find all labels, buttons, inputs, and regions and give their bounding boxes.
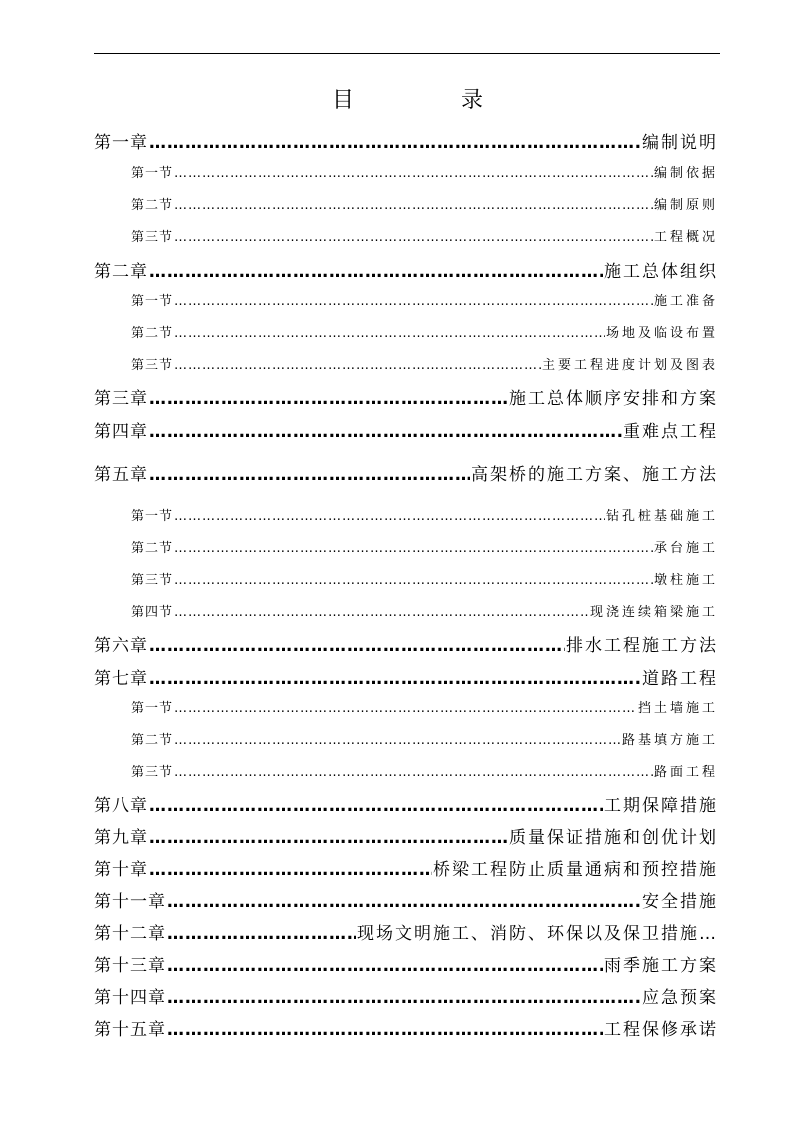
toc-entry-title: 现浇连续箱梁施工 xyxy=(589,605,718,620)
toc-entry-label: 第三节 xyxy=(131,230,174,245)
toc-entry-title: 施工总体顺序安排和方案 xyxy=(509,389,718,409)
toc-entry-label: 第二章 xyxy=(94,262,148,282)
toc-dot-leader xyxy=(149,633,565,659)
toc-entry-title: 编制说明 xyxy=(642,133,718,153)
toc-chapter-entry xyxy=(94,259,718,285)
toc-section-entry xyxy=(94,324,718,344)
toc-dot-leader xyxy=(149,259,603,285)
toc-entry-label: 第九章 xyxy=(94,828,148,848)
toc-chapter-entry xyxy=(94,666,718,692)
toc-dot-leader xyxy=(174,356,541,376)
toc-chapter-entry xyxy=(94,386,718,412)
toc-chapter-entry xyxy=(94,419,718,445)
toc-dot-leader xyxy=(167,1017,603,1043)
toc-entry-label: 第四章 xyxy=(94,422,148,442)
toc-chapter-entry xyxy=(94,462,718,488)
toc-dot-leader xyxy=(174,763,653,783)
toc-entry-title: 施工准备 xyxy=(653,294,718,309)
toc-section-entry xyxy=(94,699,718,719)
toc-entry-label: 第十四章 xyxy=(94,988,166,1008)
toc-title xyxy=(0,86,794,116)
toc-dot-leader xyxy=(174,196,653,216)
toc-section-entry xyxy=(94,731,718,751)
toc-entry-label: 第十一章 xyxy=(94,892,166,912)
toc-section-entry xyxy=(94,356,718,376)
toc-dot-leader xyxy=(174,164,653,184)
toc-dot-leader xyxy=(167,985,641,1011)
toc-entry-title: 场地及临设布置 xyxy=(605,326,718,341)
toc-dot-leader xyxy=(174,292,653,312)
toc-entry-title: 质量保证措施和创优计划 xyxy=(509,828,718,848)
toc-chapter-entry xyxy=(94,889,718,915)
toc-entry-title: 钻孔桩基础施工 xyxy=(605,509,718,524)
toc-entry-title: 重难点工程 xyxy=(623,422,718,442)
toc-entry-label: 第三节 xyxy=(131,358,174,373)
toc-entry-title: 工期保障措施 xyxy=(604,796,718,816)
toc-entry-title: 高架桥的施工方案、施工方法 xyxy=(471,465,718,485)
toc-section-entry xyxy=(94,292,718,312)
toc-chapter-entry xyxy=(94,793,718,819)
toc-chapter-entry xyxy=(94,857,718,883)
toc-dot-leader xyxy=(174,228,653,248)
toc-section-entry xyxy=(94,228,718,248)
toc-entry-title: 承台施工 xyxy=(653,541,718,556)
toc-section-entry xyxy=(94,571,718,591)
toc-dot-leader xyxy=(149,386,508,412)
toc-entry-label: 第一节 xyxy=(131,509,174,524)
toc-entry-label: 第一节 xyxy=(131,701,174,716)
toc-dot-leader xyxy=(167,889,641,915)
toc-dot-leader xyxy=(149,793,603,819)
toc-chapter-entry xyxy=(94,130,718,156)
toc-dot-leader xyxy=(149,825,508,851)
toc-entry-title: 排水工程施工方法 xyxy=(566,636,718,656)
toc-entry-label: 第六章 xyxy=(94,636,148,656)
toc-dot-leader xyxy=(174,539,653,559)
toc-entry-label: 第二节 xyxy=(131,541,174,556)
toc-dot-leader xyxy=(149,857,432,883)
toc-entry-title: 路面工程 xyxy=(653,765,718,780)
toc-dot-leader xyxy=(174,699,637,719)
toc-entry-title: 工程保修承诺 xyxy=(604,1020,718,1040)
toc-section-entry xyxy=(94,164,718,184)
toc-entry-label: 第三节 xyxy=(131,573,174,588)
toc-entry-label: 第十三章 xyxy=(94,956,166,976)
toc-entry-title: 现场文明施工、消防、环保以及保卫措施… xyxy=(357,924,718,944)
toc-dot-leader xyxy=(167,921,356,947)
toc-chapter-entry xyxy=(94,953,718,979)
toc-section-entry xyxy=(94,763,718,783)
toc-entry-title: 施工总体组织 xyxy=(604,262,718,282)
toc-dot-leader xyxy=(174,603,589,623)
header-rule xyxy=(94,53,720,54)
toc-entry-title: 工程概况 xyxy=(653,230,718,245)
toc-entry-label: 第七章 xyxy=(94,669,148,689)
toc-section-entry xyxy=(94,603,718,623)
toc-section-entry xyxy=(94,507,718,527)
toc-entry-label: 第五章 xyxy=(94,465,148,485)
toc-section-entry xyxy=(94,539,718,559)
toc-chapter-entry xyxy=(94,921,718,947)
toc-entry-label: 第十章 xyxy=(94,860,148,880)
toc-entry-title: 墩柱施工 xyxy=(653,573,718,588)
toc-dot-leader xyxy=(149,130,641,156)
toc-entry-title: 应急预案 xyxy=(642,988,718,1008)
toc-dot-leader xyxy=(149,462,470,488)
toc-entry-title: 挡土墙施工 xyxy=(637,701,718,716)
toc-chapter-entry xyxy=(94,985,718,1011)
toc-entry-title: 主要工程进度计划及图表 xyxy=(541,358,718,373)
toc-dot-leader xyxy=(174,507,605,527)
toc-entry-label: 第八章 xyxy=(94,796,148,816)
toc-dot-leader xyxy=(167,953,603,979)
toc-entry-label: 第四节 xyxy=(131,605,174,620)
toc-entry-title: 编制原则 xyxy=(653,198,718,213)
toc-entry-title: 编制依据 xyxy=(653,166,718,181)
toc-entry-label: 第一节 xyxy=(131,166,174,181)
toc-dot-leader xyxy=(149,666,641,692)
toc-dot-leader xyxy=(149,419,622,445)
toc-entry-label: 第十五章 xyxy=(94,1020,166,1040)
toc-chapter-entry xyxy=(94,1017,718,1043)
toc-title-char-2: 录 xyxy=(461,88,484,113)
toc-entry-label: 第一章 xyxy=(94,133,148,153)
toc-entry-label: 第一节 xyxy=(131,294,174,309)
toc-entry-label: 第二节 xyxy=(131,198,174,213)
toc-entry-label: 第三章 xyxy=(94,389,148,409)
toc-dot-leader xyxy=(174,731,621,751)
toc-section-entry xyxy=(94,196,718,216)
toc-entry-title: 桥梁工程防止质量通病和预控措施 xyxy=(433,860,718,880)
toc-entry-title: 雨季施工方案 xyxy=(604,956,718,976)
toc-entry-label: 第二节 xyxy=(131,326,174,341)
toc-entry-label: 第二节 xyxy=(131,733,174,748)
toc-entry-title: 道路工程 xyxy=(642,669,718,689)
toc-entry-title: 安全措施 xyxy=(642,892,718,912)
toc-entry-label: 第十二章 xyxy=(94,924,166,944)
toc-chapter-entry xyxy=(94,633,718,659)
toc-entry-label: 第三节 xyxy=(131,765,174,780)
toc-dot-leader xyxy=(174,324,605,344)
toc-chapter-entry xyxy=(94,825,718,851)
toc-entry-title: 路基填方施工 xyxy=(621,733,718,748)
toc-title-char-1: 目 xyxy=(332,88,355,113)
toc-dot-leader xyxy=(174,571,653,591)
